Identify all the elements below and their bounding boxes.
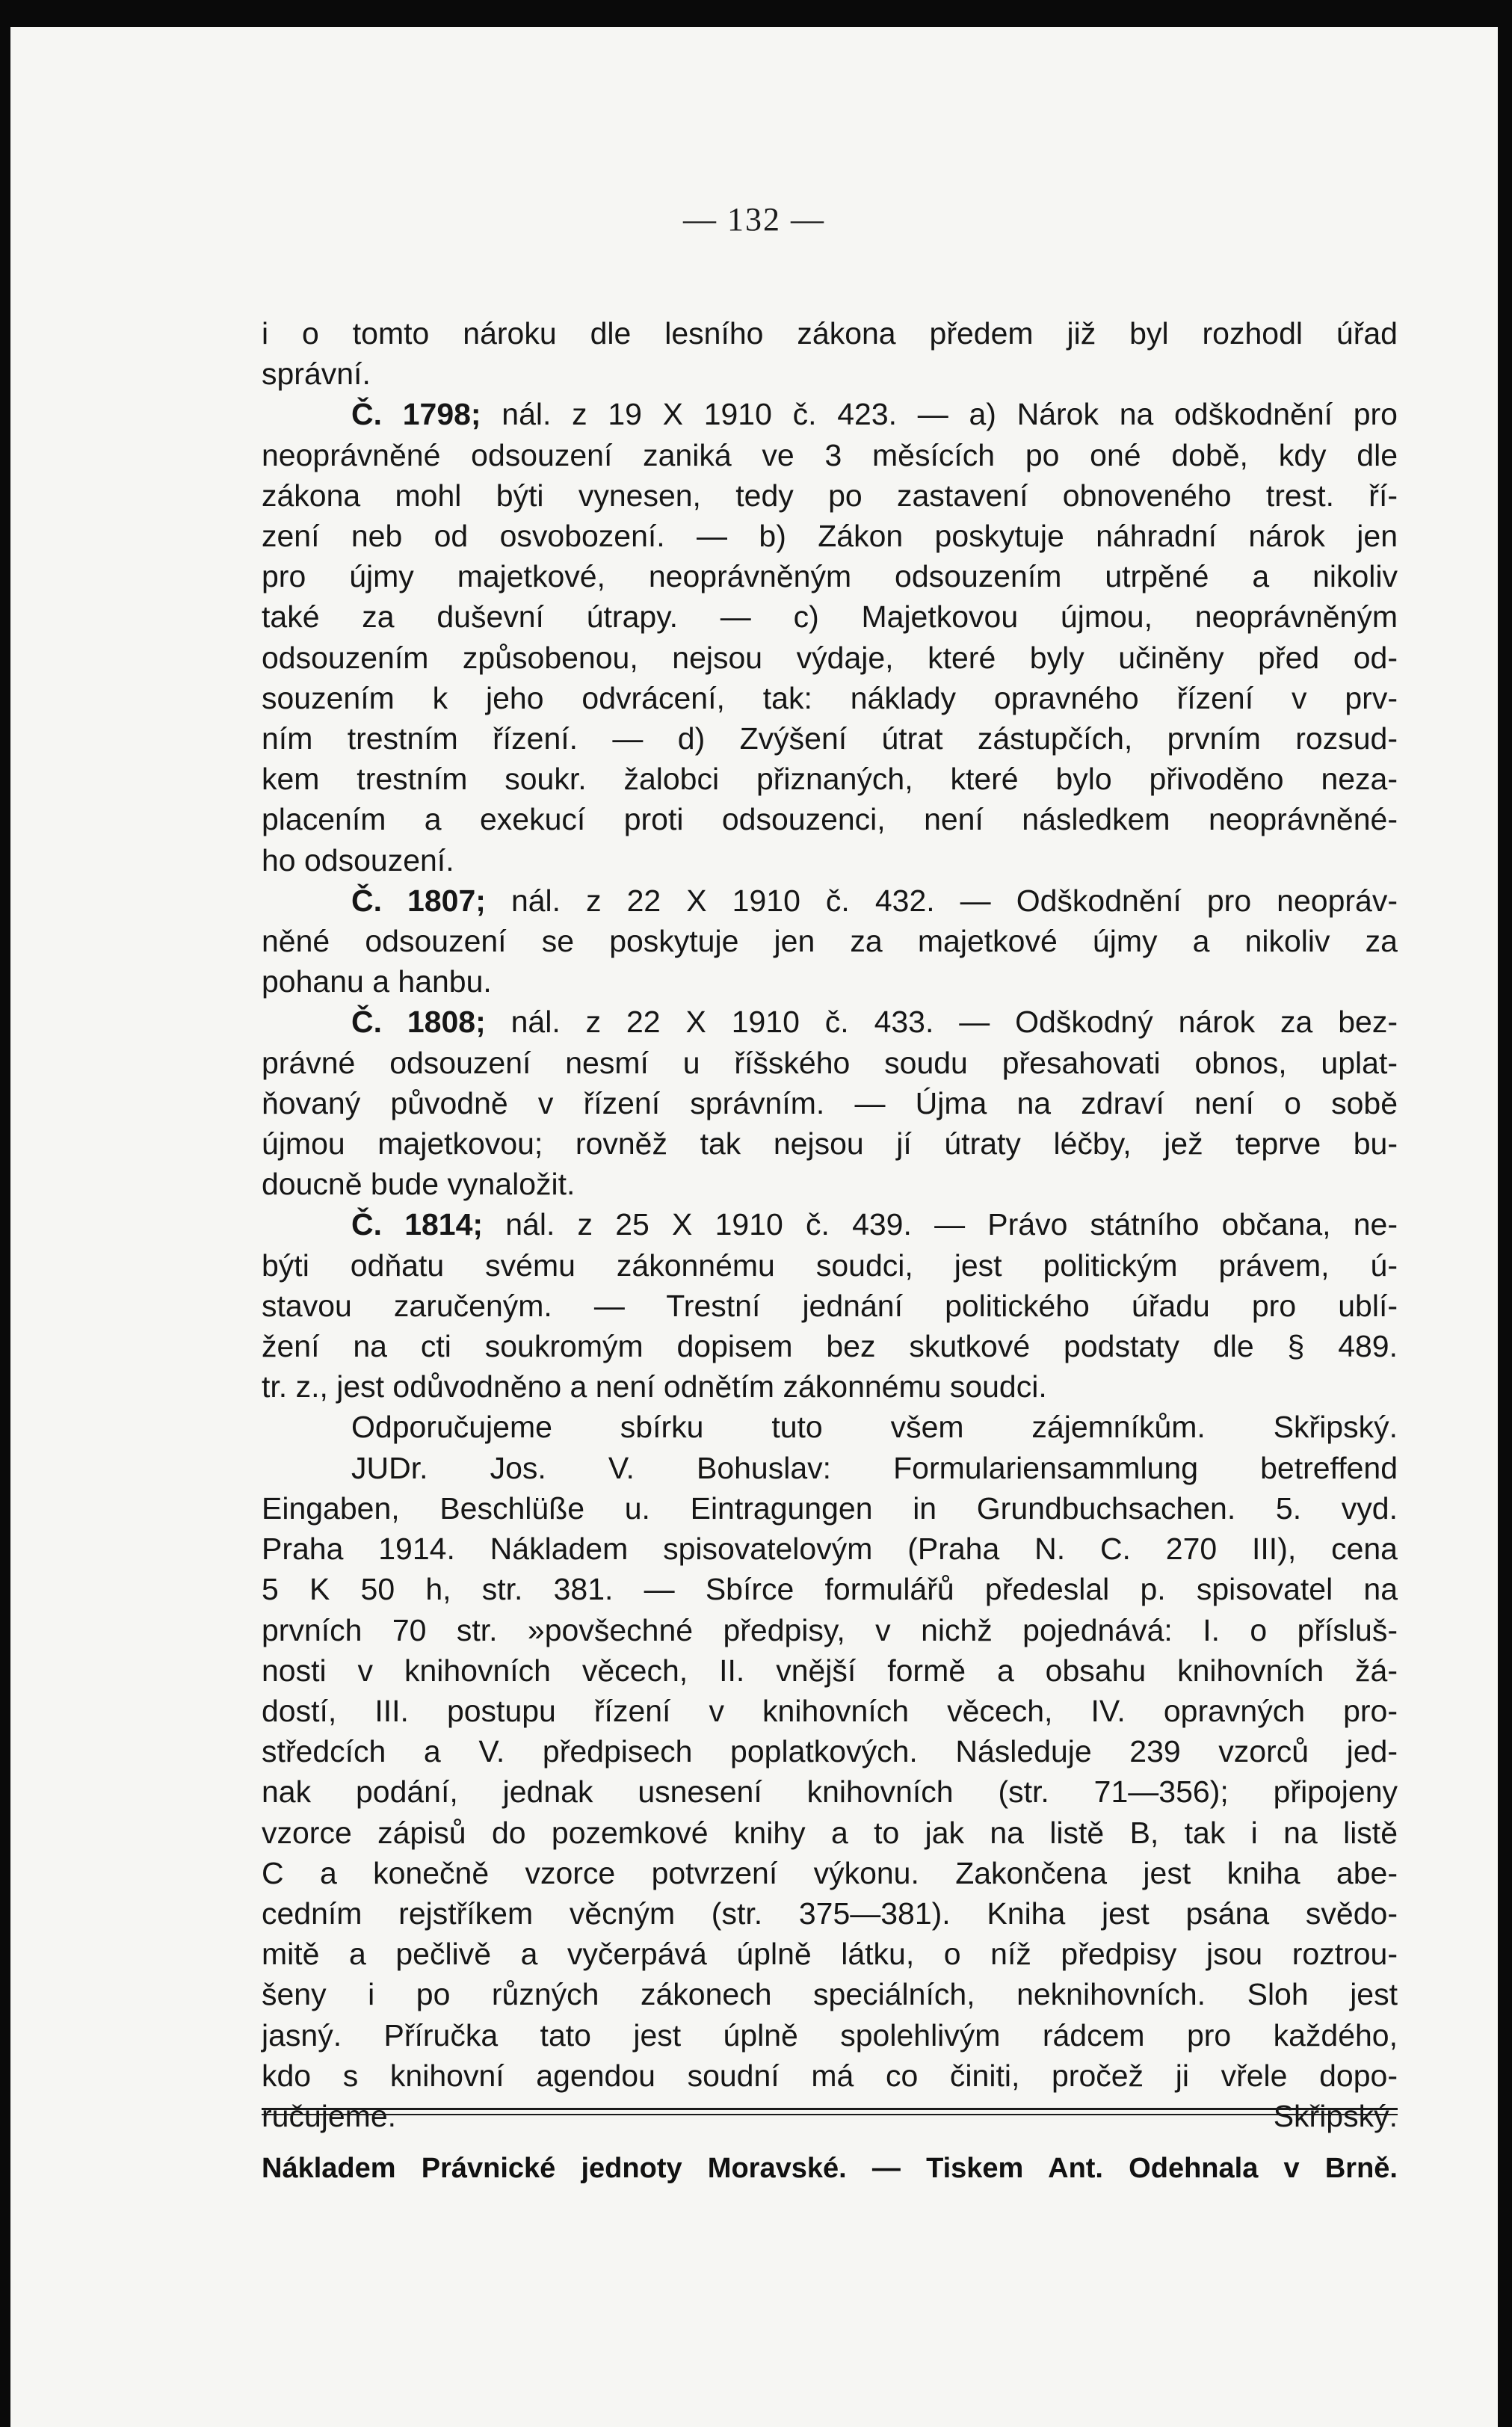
decision-1814-line: Č. 1814; nál. z 25 X 1910 č. 439. — Právo státního občana, ne- bbox=[351, 1207, 1398, 1242]
text-line: 5 K 50 h, str. 381. — Sbírce formulářů předeslal p. spisovatel na bbox=[262, 1572, 1398, 1607]
text-line: stavou zaručeným. — Trestní jednání politického úřadu pro ublí- bbox=[262, 1288, 1398, 1323]
decision-number: Č. 1807; bbox=[351, 883, 486, 918]
decision-number: Č. 1798; bbox=[351, 397, 481, 432]
decision-number: Č. 1814; bbox=[351, 1207, 484, 1242]
text-line: ho odsouzení. bbox=[262, 842, 454, 878]
text-line: C a konečně vzorce potvrzení výkonu. Zakončena jest kniha abe- bbox=[262, 1855, 1398, 1890]
recommendation-line: Odporučujeme sbírku tuto všem zájemníkům. Skřipský. bbox=[351, 1410, 1398, 1445]
text-line: nosti v knihovních věcech, II. vnější formě a obsahu knihovních žá- bbox=[262, 1653, 1398, 1688]
text-line: kdo s knihovní agendou soudní má co činiti, pročež ji vřele dopo- bbox=[262, 2058, 1398, 2093]
text-line: pohanu a hanbu. bbox=[262, 964, 492, 999]
text-line: Eingaben, Beschlüße u. Eintragungen in Grundbuchsachen. 5. vyd. bbox=[262, 1490, 1398, 1526]
decision-1807-line: Č. 1807; nál. z 22 X 1910 č. 432. — Odškodnění pro neopráv- bbox=[351, 883, 1398, 918]
text-line: tr. z., jest odůvodněno a není odnětím zákonnému soudci. bbox=[262, 1369, 1047, 1404]
text-line: odsouzením způsobenou, nejsou výdaje, které byly učiněny před od- bbox=[262, 640, 1398, 675]
text-line: zení neb od osvobození. — b) Zákon poskytuje náhradní nárok jen bbox=[262, 519, 1398, 554]
page-number: — 132 — bbox=[683, 201, 825, 238]
text-line: cedním rejstříkem věcným (str. 375—381). Kniha jest psána svědo- bbox=[262, 1896, 1398, 1931]
text-line: jasný. Příručka tato jest úplně spolehlivým rádcem pro každého, bbox=[262, 2017, 1398, 2053]
text-line: mitě a pečlivě a vyčerpává úplně látku, o níž předpisy jsou roztrou- bbox=[262, 1937, 1398, 1972]
text-line: nak podání, jednak usnesení knihovních (str. 71—356); připojeny bbox=[262, 1774, 1398, 1810]
footer-rule-top bbox=[262, 2108, 1398, 2110]
footer-rule-bottom bbox=[262, 2114, 1398, 2115]
decision-number: Č. 1808; bbox=[351, 1005, 486, 1040]
text-line: dostí, III. postupu řízení v knihovních věcech, IV. opravných pro- bbox=[262, 1693, 1398, 1728]
decision-1798-line: Č. 1798; nál. z 19 X 1910 č. 423. — a) Nárok na odškodnění pro bbox=[351, 397, 1398, 432]
text-line: újmou majetkovou; rovněž tak nejsou jí útraty léčby, jež teprve bu- bbox=[262, 1126, 1398, 1162]
text-line: také za duševní útrapy. — c) Majetkovou újmou, neoprávněným bbox=[262, 599, 1398, 635]
text-line: právné odsouzení nesmí u říšského soudu přesahovati obnos, uplat- bbox=[262, 1045, 1398, 1080]
text-line: vzorce zápisů do pozemkové knihy a to jak na listě B, tak i na listě bbox=[262, 1815, 1398, 1850]
text-line: doucně bude vynaložit. bbox=[262, 1167, 576, 1202]
body-text bbox=[262, 313, 1398, 2136]
scanned-page bbox=[10, 27, 1498, 2427]
text-line: pro újmy majetkové, neoprávněným odsouzením utrpěné a nikoliv bbox=[262, 559, 1398, 594]
text-line: ručujeme. Skřipský. bbox=[262, 2098, 1398, 2133]
book-review-title-line: JUDr. Jos. V. Bohuslav: Formulariensammlung betreffend bbox=[351, 1450, 1398, 1485]
text-line: zákona mohl býti vynesen, tedy po zastavení obnoveného trest. ří- bbox=[262, 478, 1398, 513]
text-line: prvních 70 str. »povšechné předpisy, v nichž pojednává: I. o přísluš- bbox=[262, 1612, 1398, 1647]
imprint-footer: Nákladem Právnické jednoty Moravské. — Tiskem Ant. Odehnala v Brně. bbox=[262, 2153, 1398, 2184]
text-line: souzením k jeho odvrácení, tak: náklady opravného řízení v prv- bbox=[262, 680, 1398, 715]
text-line: býti odňatu svému zákonnému soudci, jest politickým právem, ú- bbox=[262, 1248, 1398, 1283]
text-line: něné odsouzení se poskytuje jen za majetkové újmy a nikoliv za bbox=[262, 924, 1398, 959]
text-line: Praha 1914. Nákladem spisovatelovým (Praha N. C. 270 III), cena bbox=[262, 1532, 1398, 1567]
text-line: ňovaný původně v řízení správním. — Újma na zdraví není o sobě bbox=[262, 1085, 1398, 1120]
text-line: placením a exekucí proti odsouzenci, není následkem neoprávněné- bbox=[262, 802, 1398, 837]
text-line: kem trestním soukr. žalobci přiznaných, které bylo přivoděno neza- bbox=[262, 762, 1398, 797]
text-line: žení na cti soukromým dopisem bez skutkové podstaty dle § 489. bbox=[262, 1329, 1398, 1364]
text-line: ním trestním řízení. — d) Zvýšení útrat zástupčích, prvním rozsud- bbox=[262, 721, 1398, 756]
text-line: správní. bbox=[262, 357, 371, 392]
text-line: neoprávněné odsouzení zaniká ve 3 měsících po oné době, kdy dle bbox=[262, 437, 1398, 472]
text-line: středcích a V. předpisech poplatkových. Následuje 239 vzorců jed- bbox=[262, 1734, 1398, 1769]
text-line: šeny i po různých zákonech speciálních, neknihovních. Sloh jest bbox=[262, 1977, 1398, 2012]
text-line: i o tomto nároku dle lesního zákona předem již byl rozhodl úřad bbox=[262, 316, 1398, 351]
decision-1808-line: Č. 1808; nál. z 22 X 1910 č. 433. — Odškodný nárok za bez- bbox=[351, 1005, 1398, 1040]
